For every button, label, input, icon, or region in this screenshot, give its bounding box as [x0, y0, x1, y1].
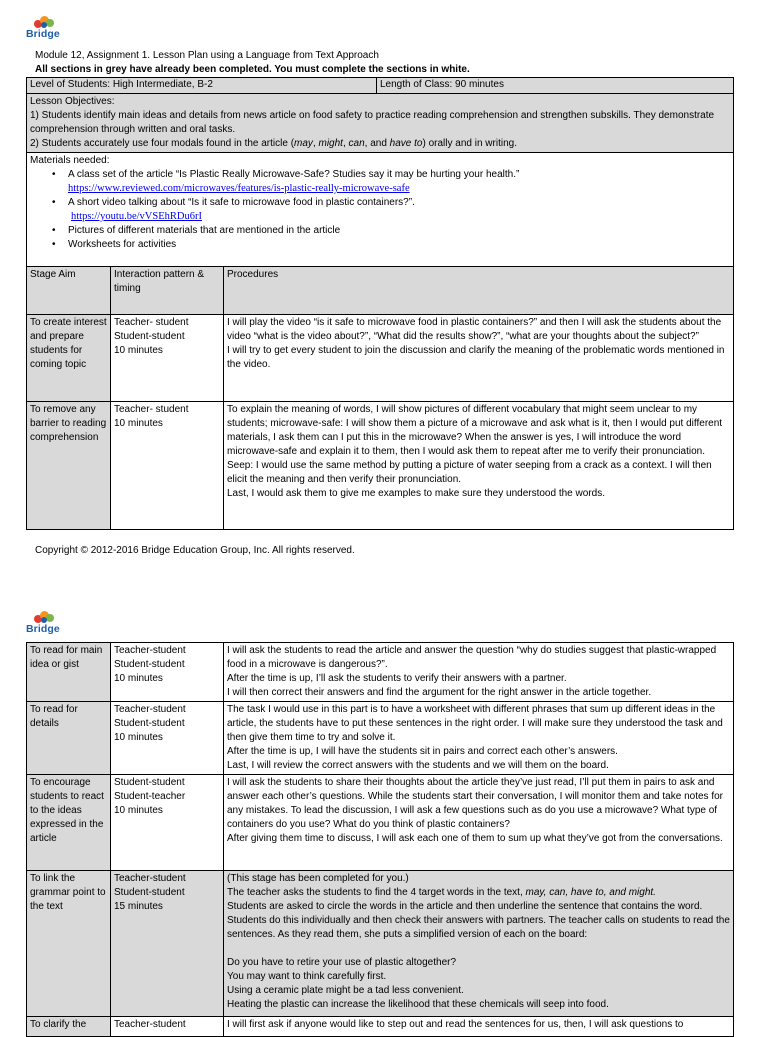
- lesson-objectives: [27, 94, 734, 153]
- copyright-notice: Copyright © 2012-2016 Bridge Education Group, Inc. All rights reserved.: [35, 545, 355, 556]
- materials-list: [30, 168, 730, 252]
- bridge-logo-text: Bridge: [26, 623, 60, 635]
- stage-aim: To clarify the: [27, 1017, 111, 1037]
- class-info-row: [27, 78, 734, 94]
- stage-aim: To read for main idea or gist: [27, 643, 111, 702]
- example-sentence: Do you have to retire your use of plastic altogether?: [227, 957, 457, 968]
- materials-row: [27, 153, 734, 267]
- stage-row: [27, 702, 734, 775]
- stage-interaction: Teacher-student Student-student 15 minutes: [111, 871, 224, 1017]
- objective-2: 2) Students accurately use four modals found in the article (may, might, can, and have to) orally and in writing.: [30, 138, 517, 149]
- article-link[interactable]: https://www.reviewed.com/microwaves/features/is-plastic-really-microwave-safe: [68, 183, 410, 194]
- material-item-pictures: • Pictures of different materials that are mentioned in the article: [52, 224, 730, 238]
- materials-needed: [27, 153, 734, 267]
- completed-note: (This stage has been completed for you.): [227, 873, 409, 884]
- stage-procedures: (This stage has been completed for you.) The teacher asks the students to find the 4 target words in the text, may, can, have to, and might. Students are asked to circle the words in the article and then underline the sentence that contains the word. Students do this individually and then check their answers with partners. The teacher calls on students to read the sentences. As they read them, she puts a simplified version of each on the board: Do you have to retire your use of plastic altogether? You may want to think carefully first. Using a ceramic plate might be a tad less convenient. Heating the plastic can increase the likelihood that these chemicals will seep into food.: [224, 871, 734, 1017]
- stage-procedures: To explain the meaning of words, I will show pictures of different vocabulary that might seem unclear to my students; microwave-safe: I will show them a picture of a microwave and ask what is it, then I would put different materials, I ask them can I put this in the microwave? When the answer is yes, I will introduce the word microwave-safe and explain it to them, then I would ask them to repeat after me to verify their pronunciation. Seep: I would use the same method by putting a picture of water seeping from a crack as a context. I will then elicit the meaning and then verify their pronunciation. Last, I would ask them to give me examples to make sure they understood the words.: [224, 402, 734, 530]
- column-header-row: [27, 267, 734, 315]
- stage-row: [27, 643, 734, 702]
- material-item-video: • A short video talking about “Is it safe to microwave food in plastic containers?”. https://youtu.be/vVSEhRDu6rI: [52, 196, 730, 224]
- stage-procedures: The task I would use in this part is to have a worksheet with different phrases that sum up different ideas in the article, the students have to put these sentences in the right order. I will make sure they understood the task and then give them time to try and solve it. After the time is up, I will have the students sit in pairs and correct each other’s answers. Last, I will review the correct answers with the students and we will them on the board.: [224, 702, 734, 775]
- objectives-row: [27, 94, 734, 153]
- assignment-header: [35, 49, 755, 77]
- example-sentence: You may want to think carefully first.: [227, 971, 387, 982]
- stage-interaction: Teacher- student Student-student 10 minutes: [111, 315, 224, 402]
- column-stage-aim: Stage Aim: [27, 267, 111, 315]
- length-of-class: Length of Class: 90 minutes: [377, 78, 734, 94]
- stage-procedures: I will play the video “is it safe to microwave food in plastic containers?” and then I will ask the students about the video “what is the video about?”, “What did the results show?”, “what are your thoughts about the subject?” I will try to get every student to join the discussion and clarify the meaning of the problematic words mentioned in the video.: [224, 315, 734, 402]
- stage-interaction: Teacher-student Student-student 10 minutes: [111, 643, 224, 702]
- lesson-plan-table-page2: [26, 642, 734, 1037]
- bridge-logo-text: Bridge: [26, 28, 60, 40]
- stage-aim: To create interest and prepare students for coming topic: [27, 315, 111, 402]
- stage-row: [27, 402, 734, 530]
- assignment-instructions: All sections in grey have already been completed. You must complete the sections in white.: [35, 64, 470, 75]
- stage-procedures: I will ask the students to read the article and answer the question “why do studies suggest that plastic-wrapped food in a microwave is dangerous?”. After the time is up, I’ll ask the students to verify their answers with a partner. I will then correct their answers and find the argument for the right answer in the article together.: [224, 643, 734, 702]
- stage-procedures: I will first ask if anyone would like to step out and read the sentences for us, then, I will ask questions to: [224, 1017, 734, 1037]
- level-of-students: Level of Students: High Intermediate, B-2: [27, 78, 377, 94]
- objective-1: 1) Students identify main ideas and details from news article on food safety to practice reading comprehension and strengthen subskills. They demonstrate comprehension through written and oral tasks.: [30, 110, 715, 135]
- bridge-logo: [26, 611, 66, 639]
- example-sentence: Using a ceramic plate might be a tad less convenient.: [227, 985, 464, 996]
- stage-interaction: Teacher- student 10 minutes: [111, 402, 224, 530]
- assignment-title: Module 12, Assignment 1. Lesson Plan using a Language from Text Approach: [35, 50, 379, 61]
- example-sentence: Heating the plastic can increase the likelihood that these chemicals will seep into food.: [227, 999, 609, 1010]
- stage-row: [27, 1017, 734, 1037]
- stage-interaction: Teacher-student Student-student 10 minutes: [111, 702, 224, 775]
- column-procedures: Procedures: [224, 267, 734, 315]
- stage-aim: To link the grammar point to the text: [27, 871, 111, 1017]
- material-item-article: • A class set of the article “Is Plastic Really Microwave-Safe? Studies say it may be hurting your health.” https://www.reviewed.com/microwaves/features/is-plastic-really-microwave-safe: [52, 168, 730, 196]
- column-interaction: Interaction pattern & timing: [111, 267, 224, 315]
- stage-aim: To read for details: [27, 702, 111, 775]
- video-link[interactable]: https://youtu.be/vVSEhRDu6rI: [71, 211, 202, 222]
- stage-aim: To remove any barrier to reading comprehension: [27, 402, 111, 530]
- stage-procedures: I will ask the students to share their thoughts about the article they’ve just read, I’ll put them in pairs to ask and answer each other’s questions. While the students start their conversation, I will monitor them and take notes for any mistakes. To lead the discussion, I will ask a few questions such as do you use a microwave? What type of containers do you use? What do you think of plastic containers? After giving them time to discuss, I will ask each one of them to sum up what they’ve got from the conversations.: [224, 775, 734, 871]
- lesson-plan-table-page1: [26, 77, 734, 530]
- stage-interaction: Teacher-student: [111, 1017, 224, 1037]
- stage-aim: To encourage students to react to the ideas expressed in the article: [27, 775, 111, 871]
- stage-row: [27, 315, 734, 402]
- stage-row: [27, 775, 734, 871]
- material-item-worksheets: • Worksheets for activities: [52, 238, 730, 252]
- stage-interaction: Student-student Student-teacher 10 minutes: [111, 775, 224, 871]
- bridge-logo: [26, 16, 66, 44]
- materials-heading: Materials needed:: [30, 155, 110, 166]
- objectives-heading: Lesson Objectives:: [30, 96, 115, 107]
- stage-row: [27, 871, 734, 1017]
